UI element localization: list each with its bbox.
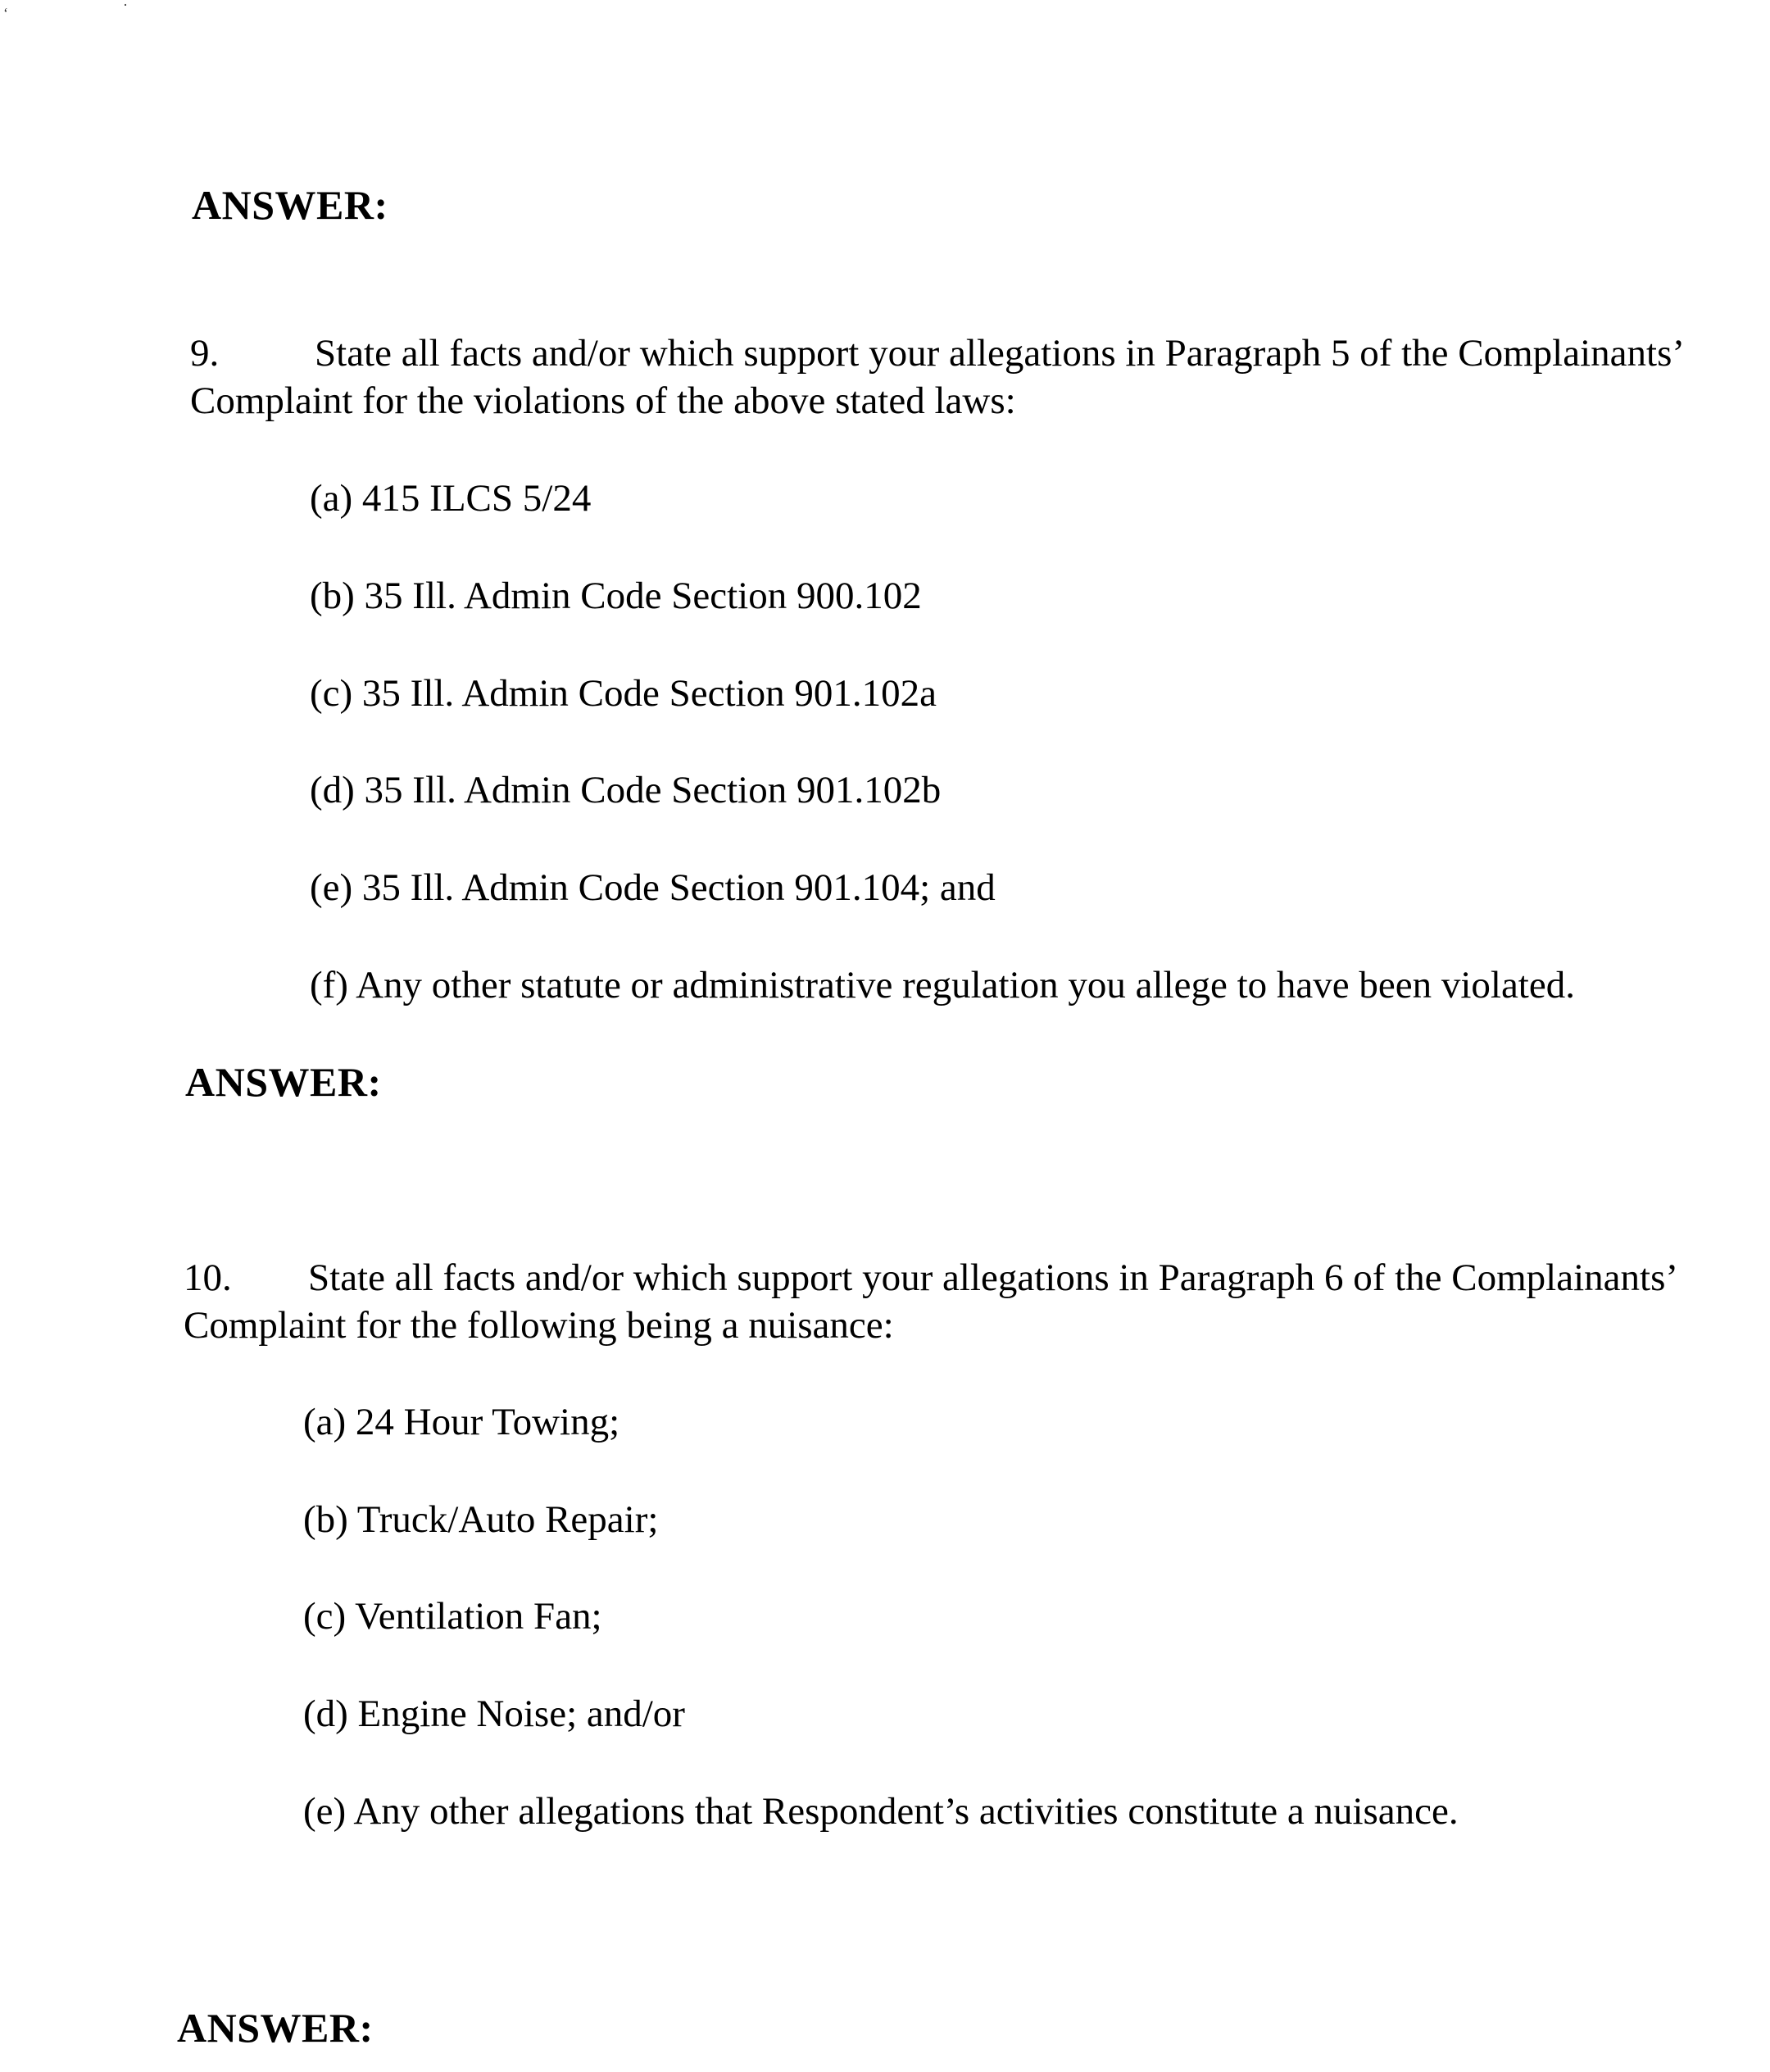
question-10-item-e: (e) Any other allegations that Respondent’s activities constitute a nuisance. [303, 1790, 1459, 1833]
question-10-item-d: (d) Engine Noise; and/or [303, 1693, 685, 1735]
question-10-line-2: Complaint for the following being a nuisance: [184, 1304, 894, 1347]
answer-heading-2: ANSWER: [185, 1059, 382, 1105]
question-9-item-b: (b) 35 Ill. Admin Code Section 900.102 [310, 575, 922, 617]
scan-artifact-mark: ‘ [3, 5, 8, 21]
question-9-line-1 [190, 329, 1685, 377]
question-9-number: 9. [190, 332, 220, 375]
answer-heading-1: ANSWER: [192, 182, 388, 228]
question-9-item-d: (d) 35 Ill. Admin Code Section 901.102b [310, 769, 942, 811]
answer-heading-3: ANSWER: [177, 2005, 374, 2051]
question-10-item-a: (a) 24 Hour Towing; [303, 1401, 620, 1443]
scan-artifact-mark: · [123, 0, 128, 13]
question-9-text-line-1: State all facts and/or which support your allegations in Paragraph 5 of the Complainants’ [315, 332, 1686, 375]
question-10-number: 10. [184, 1256, 232, 1299]
question-9-item-e: (e) 35 Ill. Admin Code Section 901.104; and [310, 866, 996, 909]
question-9-item-a: (a) 415 ILCS 5/24 [310, 477, 592, 520]
question-10-item-c: (c) Ventilation Fan; [303, 1595, 602, 1638]
question-10-line-1 [184, 1254, 1678, 1302]
question-10-item-b: (b) Truck/Auto Repair; [303, 1498, 659, 1541]
question-9-item-c: (c) 35 Ill. Admin Code Section 901.102a [310, 672, 937, 715]
question-10-text-line-1: State all facts and/or which support your allegations in Paragraph 6 of the Complainants’ [308, 1256, 1679, 1299]
question-9-item-f: (f) Any other statute or administrative regulation you allege to have been violated. [310, 964, 1575, 1006]
question-9-line-2: Complaint for the violations of the above stated laws: [190, 379, 1016, 422]
